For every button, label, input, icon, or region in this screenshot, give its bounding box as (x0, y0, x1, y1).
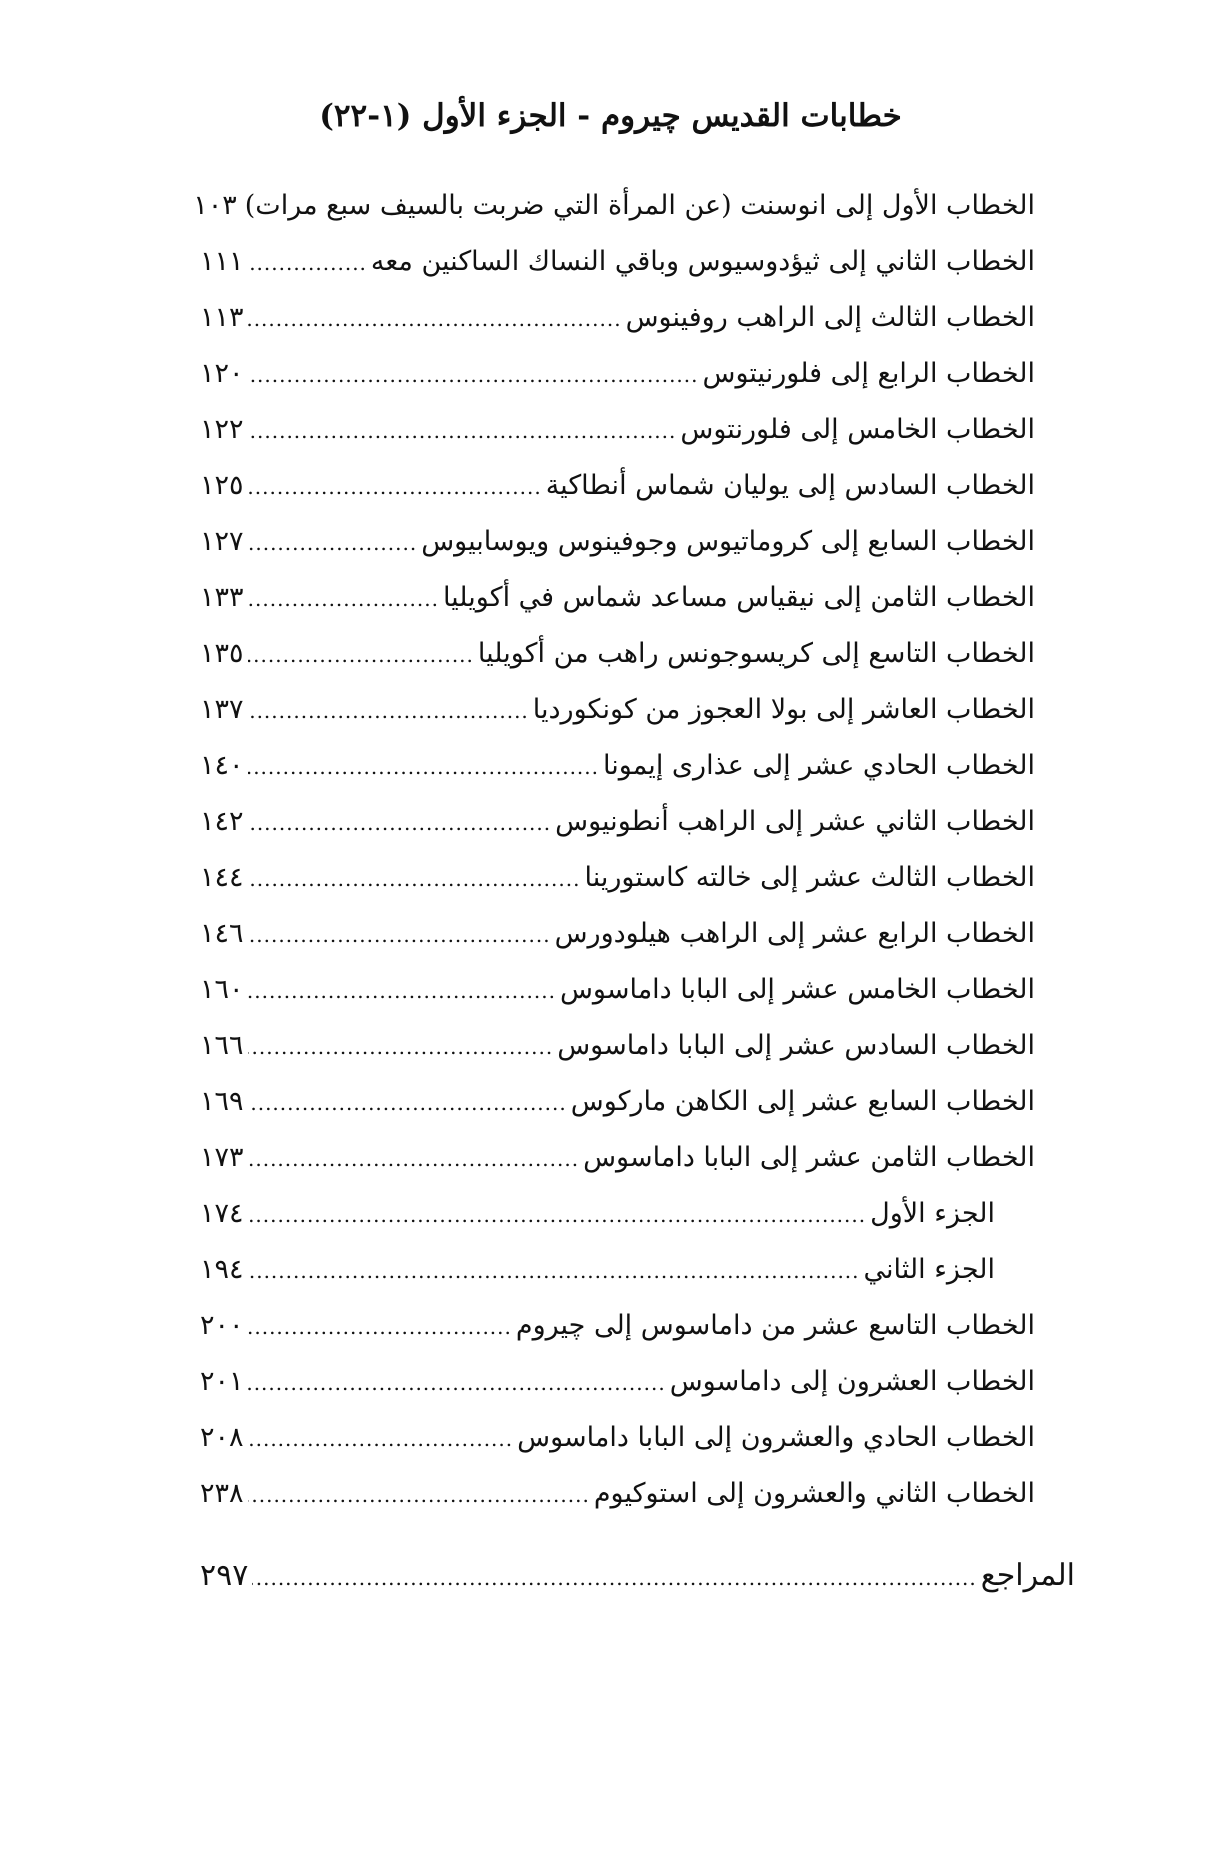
toc-subentry-part-1 (200, 1186, 1035, 1242)
toc-entry-letter-6 (200, 458, 1035, 514)
toc-entry-letter-20 (200, 1354, 1035, 1410)
toc-entry-title: الخطاب الثاني عشر إلى الراهب أنطونيوس (555, 806, 1035, 837)
toc-dot-leader (248, 851, 581, 907)
toc-entry-letter-1 (193, 178, 1035, 234)
toc-entry-title: الخطاب الخامس عشر إلى البابا داماسوس (559, 974, 1035, 1005)
toc-entry-letter-7 (200, 514, 1035, 570)
toc-entry-page: ١٠٣ (193, 190, 237, 221)
toc-entry-title: الخطاب الثالث إلى الراهب روفينوس (625, 302, 1035, 333)
toc-entry-title: الخطاب السادس إلى يوليان شماس أنطاكية (545, 470, 1035, 501)
toc-entry-page: ٢٩٧ (200, 1558, 249, 1593)
toc-entry-page: ١٦٠ (200, 974, 244, 1005)
toc-entry-title: المراجع (980, 1558, 1075, 1593)
toc-dot-leader (248, 291, 622, 347)
toc-entry-title: الخطاب السابع عشر إلى الكاهن ماركوس (570, 1086, 1035, 1117)
toc-dot-leader (248, 515, 418, 571)
toc-dot-leader (248, 1187, 867, 1243)
toc-entry-page: ١٢٧ (200, 526, 244, 557)
toc-dot-leader (248, 235, 367, 291)
toc-dot-leader (248, 627, 474, 683)
toc-entry-page: ١٦٦ (200, 1030, 244, 1061)
toc-entry-letter-4 (200, 346, 1035, 402)
toc-entry-letter-17 (200, 1074, 1035, 1130)
toc-entry-letter-12 (200, 794, 1035, 850)
toc-entry-letter-16 (200, 1018, 1035, 1074)
toc-entry-title: الخطاب الثامن عشر إلى البابا داماسوس (583, 1142, 1035, 1173)
toc-entry-letter-3 (200, 290, 1035, 346)
toc-entry-title: الخطاب الحادي والعشرون إلى البابا داماسوس (517, 1422, 1035, 1453)
toc-dot-leader (248, 1411, 514, 1467)
toc-entry-letter-13 (200, 850, 1035, 906)
toc-dot-leader (248, 459, 542, 515)
toc-entry-page: ١٣٥ (200, 638, 244, 669)
toc-entry-letter-18 (200, 1130, 1035, 1186)
toc-dot-leader (248, 1075, 567, 1131)
toc-entry-page: ١٢٠ (200, 358, 244, 389)
toc-dot-leader (248, 963, 556, 1019)
toc-entry-title: الجزء الأول (870, 1198, 995, 1229)
page-header-title: خطابات القديس چيروم - الجزء الأول (١-٢٢) (319, 98, 902, 134)
toc-entry-letter-19 (200, 1298, 1035, 1354)
toc-entry-page: ٢٠١ (200, 1366, 244, 1397)
toc-entry-letter-8 (200, 570, 1035, 626)
toc-dot-leader (248, 1019, 554, 1075)
toc-entry-title: الجزء الثاني (863, 1254, 995, 1285)
toc-dot-leader (248, 907, 551, 963)
toc-entry-page: ١٧٤ (200, 1198, 244, 1229)
toc-dot-leader (248, 1243, 860, 1299)
toc-entry-title: الخطاب الرابع إلى فلورنيتوس (702, 358, 1035, 389)
toc-entry-title: الخطاب الخامس إلى فلورنتوس (680, 414, 1035, 445)
toc-entry-page: ١١١ (200, 246, 244, 277)
toc-dot-leader (248, 571, 439, 627)
toc-entry-title: الخطاب التاسع عشر من داماسوس إلى چيروم (515, 1310, 1035, 1341)
toc-entry-title: الخطاب الثامن إلى نيقياس مساعد شماس في أكويليا (442, 582, 1035, 613)
toc-entry-page: ١٧٣ (200, 1142, 244, 1173)
toc-dot-leader (248, 1467, 590, 1523)
toc-entry-page: ٢٠٠ (200, 1310, 244, 1341)
toc-entry-letter-10 (200, 682, 1035, 738)
toc-entry-page: ١٩٤ (200, 1254, 244, 1285)
toc-entry-page: ١٣٣ (200, 582, 244, 613)
toc-entry-page: ١٢٢ (200, 414, 244, 445)
toc-dot-leader (248, 1299, 512, 1355)
toc-entry-page: ١٤٤ (200, 862, 244, 893)
toc-entry-page: ١١٣ (200, 302, 244, 333)
toc-entry-title: الخطاب الأول إلى انوسنت (عن المرأة التي ضربت بالسيف سبع مرات) (244, 190, 1035, 221)
toc-entry-page: ١٦٩ (200, 1086, 244, 1117)
toc-entry-title: الخطاب الثاني والعشرون إلى استوكيوم (593, 1478, 1035, 1509)
toc-entry-letter-2 (200, 234, 1035, 290)
toc-entry-title: الخطاب السادس عشر إلى البابا داماسوس (557, 1030, 1035, 1061)
toc-entry-title: الخطاب العاشر إلى بولا العجوز من كونكورديا (532, 694, 1035, 725)
toc-entry-title: الخطاب التاسع إلى كريسوجونس راهب من أكويليا (477, 638, 1035, 669)
toc-dot-leader (248, 403, 677, 459)
toc-entry-page: ١٤٠ (200, 750, 244, 781)
toc-entry-letter-11 (200, 738, 1035, 794)
toc-entry-page: ١٢٥ (200, 470, 244, 501)
toc-entry-title: الخطاب الثالث عشر إلى خالته كاستورينا (584, 862, 1035, 893)
table-of-contents (193, 178, 1075, 1604)
toc-dot-leader (248, 739, 599, 795)
toc-entry-letter-14 (200, 906, 1035, 962)
toc-entry-page: ١٤٦ (200, 918, 244, 949)
toc-dot-leader (248, 683, 529, 739)
toc-dot-leader (248, 1355, 666, 1411)
toc-dot-leader (252, 1550, 976, 1606)
toc-entry-letter-15 (200, 962, 1035, 1018)
toc-dot-leader (248, 1131, 580, 1187)
toc-entry-title: الخطاب الرابع عشر إلى الراهب هيلودورس (554, 918, 1035, 949)
toc-entry-references (200, 1548, 1075, 1604)
toc-entry-page: ١٣٧ (200, 694, 244, 725)
toc-entry-title: الخطاب الحادي عشر إلى عذارى إيمونا (603, 750, 1035, 781)
toc-entry-page: ٢٣٨ (200, 1478, 244, 1509)
toc-entry-page: ١٤٢ (200, 806, 244, 837)
toc-entry-letter-22 (200, 1466, 1035, 1522)
toc-entry-page: ٢٠٨ (200, 1422, 244, 1453)
toc-dot-leader (248, 795, 552, 851)
toc-entry-title: الخطاب الثاني إلى ثيؤدوسيوس وباقي النساك الساكنين معه (370, 246, 1035, 277)
toc-subentry-part-2 (200, 1242, 1035, 1298)
toc-dot-leader (248, 347, 699, 403)
toc-entry-letter-5 (200, 402, 1035, 458)
toc-entry-letter-21 (200, 1410, 1035, 1466)
toc-entry-letter-9 (200, 626, 1035, 682)
toc-entry-title: الخطاب السابع إلى كروماتيوس وجوفينوس ويوسابيوس (421, 526, 1035, 557)
toc-entry-title: الخطاب العشرون إلى داماسوس (669, 1366, 1035, 1397)
